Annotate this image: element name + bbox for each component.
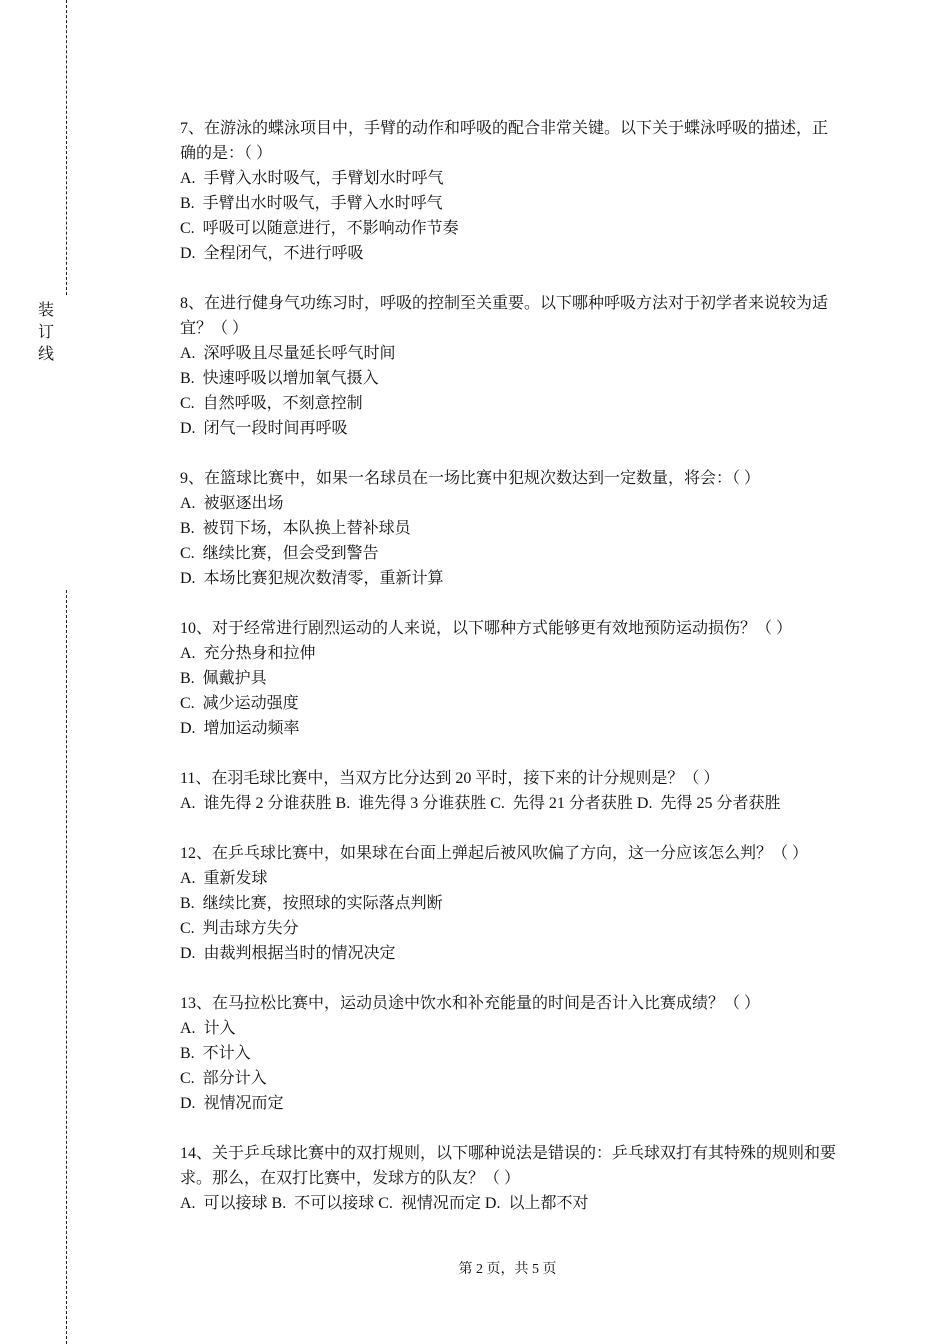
question-option: B. 佩戴护具 [180, 670, 267, 687]
question-option: D. 视情况而定 [180, 1095, 284, 1112]
question-stem: 12、在乒乓球比赛中，如果球在台面上弹起后被风吹偏了方向，这一分应该怎么判？（ ） [180, 845, 809, 862]
binding-line-top [66, 0, 67, 295]
question-stem: 10、对于经常进行剧烈运动的人来说，以下哪种方式能够更有效地预防运动损伤？（ ） [180, 620, 793, 637]
question-option: B. 快速呼吸以增加氧气摄入 [180, 370, 379, 387]
question-13 [180, 991, 842, 1116]
question-stem: 11、在羽毛球比赛中，当双方比分达到 20 平时，接下来的计分规则是？（ ） [180, 770, 720, 787]
question-stem: 14、关于乒乓球比赛中的双打规则，以下哪种说法是错误的：乒乓球双打有其特殊的规则和要求。那么，在双打比赛中，发球方的队友？（ ） [180, 1145, 837, 1187]
question-option: A. 重新发球 [180, 870, 268, 887]
question-list [180, 116, 842, 1241]
question-8 [180, 291, 842, 441]
question-option: D. 闭气一段时间再呼吸 [180, 420, 348, 437]
question-stem: 7、在游泳的蝶泳项目中，手臂的动作和呼吸的配合非常关键。以下关于蝶泳呼吸的描述，正确的是：（ ） [180, 120, 829, 162]
page-footer: 第 2 页，共 5 页 [458, 1262, 557, 1277]
question-option: C. 判击球方失分 [180, 920, 299, 937]
question-option: C. 部分计入 [180, 1070, 267, 1087]
question-option: C. 自然呼吸，不刻意控制 [180, 395, 363, 412]
question-stem: 8、在进行健身气功练习时，呼吸的控制至关重要。以下哪种呼吸方法对于初学者来说较为适宜？（ ） [180, 295, 829, 337]
question-option: D. 增加运动频率 [180, 720, 300, 737]
question-option: A. 计入 [180, 1020, 236, 1037]
question-option: B. 继续比赛，按照球的实际落点判断 [180, 895, 443, 912]
question-11 [180, 766, 842, 816]
question-14 [180, 1141, 842, 1216]
question-option: A. 深呼吸且尽量延长呼气时间 [180, 345, 396, 362]
question-option: A. 谁先得 2 分谁获胜 B. 谁先得 3 分谁获胜 C. 先得 21 分者获胜 D. 先得 25 分者获胜 [180, 795, 781, 812]
question-option: B. 被罚下场，本队换上替补球员 [180, 520, 411, 537]
question-stem: 13、在马拉松比赛中，运动员途中饮水和补充能量的时间是否计入比赛成绩？（ ） [180, 995, 761, 1012]
question-option: D. 由裁判根据当时的情况决定 [180, 945, 396, 962]
question-10 [180, 616, 842, 741]
question-option: A. 被驱逐出场 [180, 495, 284, 512]
question-option: D. 全程闭气，不进行呼吸 [180, 245, 364, 262]
question-option: A. 充分热身和拉伸 [180, 645, 316, 662]
question-option: C. 减少运动强度 [180, 695, 299, 712]
question-option: A. 手臂入水时吸气，手臂划水时呼气 [180, 170, 444, 187]
binding-line-bottom [66, 590, 67, 1344]
question-7 [180, 116, 842, 266]
question-12 [180, 841, 842, 966]
question-stem: 9、在篮球比赛中，如果一名球员在一场比赛中犯规次数达到一定数量，将会：（ ） [180, 470, 761, 487]
question-option: C. 继续比赛，但会受到警告 [180, 545, 379, 562]
question-9 [180, 466, 842, 591]
question-option: D. 本场比赛犯规次数清零，重新计算 [180, 570, 444, 587]
question-option: B. 不计入 [180, 1045, 251, 1062]
binding-label: 装订线 [37, 302, 54, 363]
question-option: C. 呼吸可以随意进行，不影响动作节奏 [180, 220, 459, 237]
question-option: B. 手臂出水时吸气，手臂入水时呼气 [180, 195, 443, 212]
question-option: A. 可以接球 B. 不可以接球 C. 视情况而定 D. 以上都不对 [180, 1195, 589, 1212]
